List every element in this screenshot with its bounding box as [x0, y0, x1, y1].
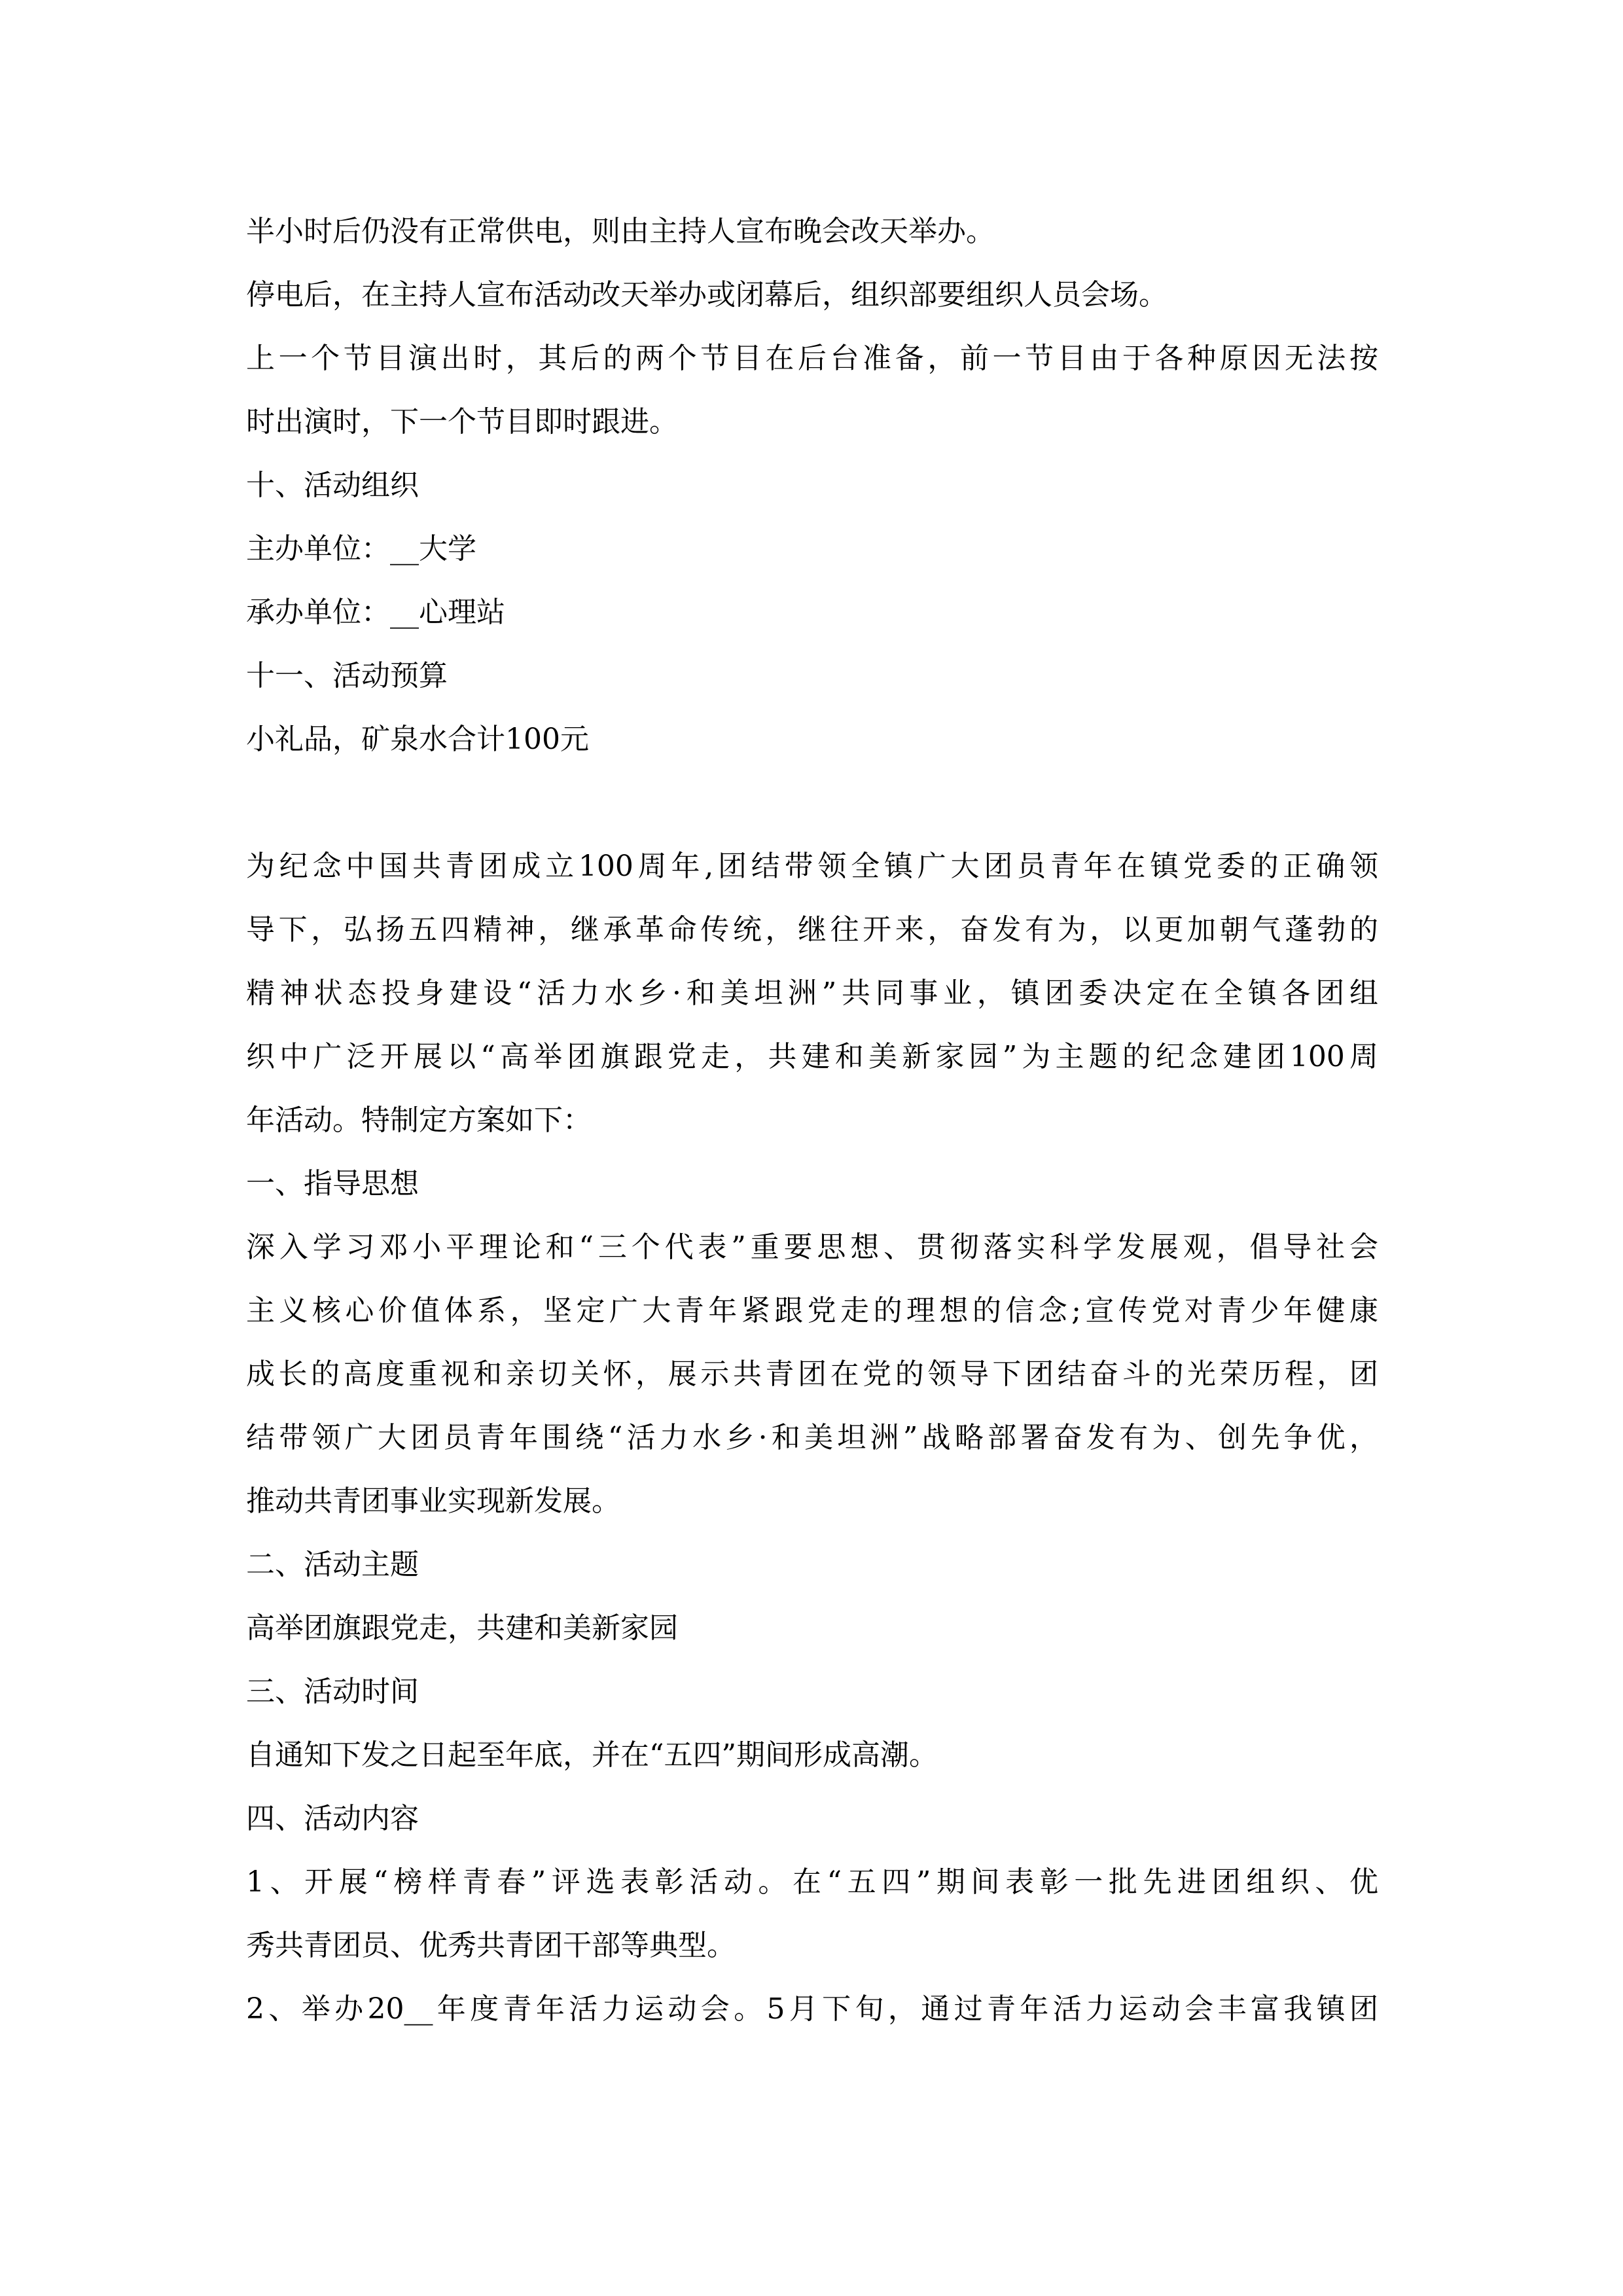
paragraph-line: 秀共青团员、优秀共青团干部等典型。 [246, 1929, 736, 1962]
paragraph-line: 为纪念中国共青团成立100周年,团结带领全镇广大团员青年在镇党委的正确领 [246, 850, 1378, 883]
section-heading: 三、活动时间 [246, 1675, 419, 1708]
section-heading: 二、活动主题 [246, 1548, 419, 1581]
paragraph-line: 高举团旗跟党走，共建和美新家园 [246, 1611, 678, 1645]
paragraph-line: 上一个节目演出时，其后的两个节目在后台准备，前一节目由于各种原因无法按 [246, 342, 1378, 375]
paragraph-line: 成长的高度重视和亲切关怀，展示共青团在党的领导下团结奋斗的光荣历程，团 [246, 1357, 1378, 1391]
paragraph-line: 小礼品，矿泉水合计100元 [246, 723, 589, 756]
paragraph-line: 承办单位：__心理站 [246, 596, 505, 629]
paragraph-line: 半小时后仍没有正常供电，则由主持人宣布晚会改天举办。 [246, 215, 995, 248]
section-heading: 四、活动内容 [246, 1802, 419, 1835]
paragraph-line: 推动共青团事业实现新发展。 [246, 1484, 620, 1518]
paragraph-line: 年活动。特制定方案如下： [246, 1103, 592, 1137]
paragraph-line: 自通知下发之日起至年底，并在“五四”期间形成高潮。 [246, 1738, 938, 1772]
section-heading: 十一、活动预算 [246, 659, 448, 692]
section-gap [246, 771, 1378, 834]
paragraph-line: 织中广泛开展以“高举团旗跟党走，共建和美新家园”为主题的纪念建团100周 [246, 1040, 1378, 1073]
paragraph-line: 结带领广大团员青年围绕“活力水乡·和美坦洲”战略部署奋发有为、创先争优， [246, 1421, 1378, 1454]
paragraph-line: 导下，弘扬五四精神，继承革命传统，继往开来，奋发有为，以更加朝气蓬勃的 [246, 913, 1378, 946]
paragraph-line: 2、举办20__年度青年活力运动会。5月下旬，通过青年活力运动会丰富我镇团 [246, 1992, 1378, 2026]
paragraph-line: 1、开展“榜样青春”评选表彰活动。在“五四”期间表彰一批先进团组织、优 [246, 1865, 1378, 1899]
section-heading: 十、活动组织 [246, 469, 419, 502]
paragraph-line: 时出演时，下一个节目即时跟进。 [246, 405, 678, 439]
document-body [246, 200, 1378, 2041]
paragraph-line: 深入学习邓小平理论和“三个代表”重要思想、贯彻落实科学发展观，倡导社会 [246, 1230, 1378, 1264]
section-heading: 一、指导思想 [246, 1167, 419, 1200]
paragraph-line: 主义核心价值体系，坚定广大青年紧跟党走的理想的信念;宣传党对青少年健康 [246, 1294, 1378, 1327]
paragraph-line: 精神状态投身建设“活力水乡·和美坦洲”共同事业，镇团委决定在全镇各团组 [246, 977, 1378, 1010]
paragraph-line: 主办单位：__大学 [246, 532, 476, 565]
paragraph-line: 停电后，在主持人宣布活动改天举办或闭幕后，组织部要组织人员会场。 [246, 278, 1168, 312]
